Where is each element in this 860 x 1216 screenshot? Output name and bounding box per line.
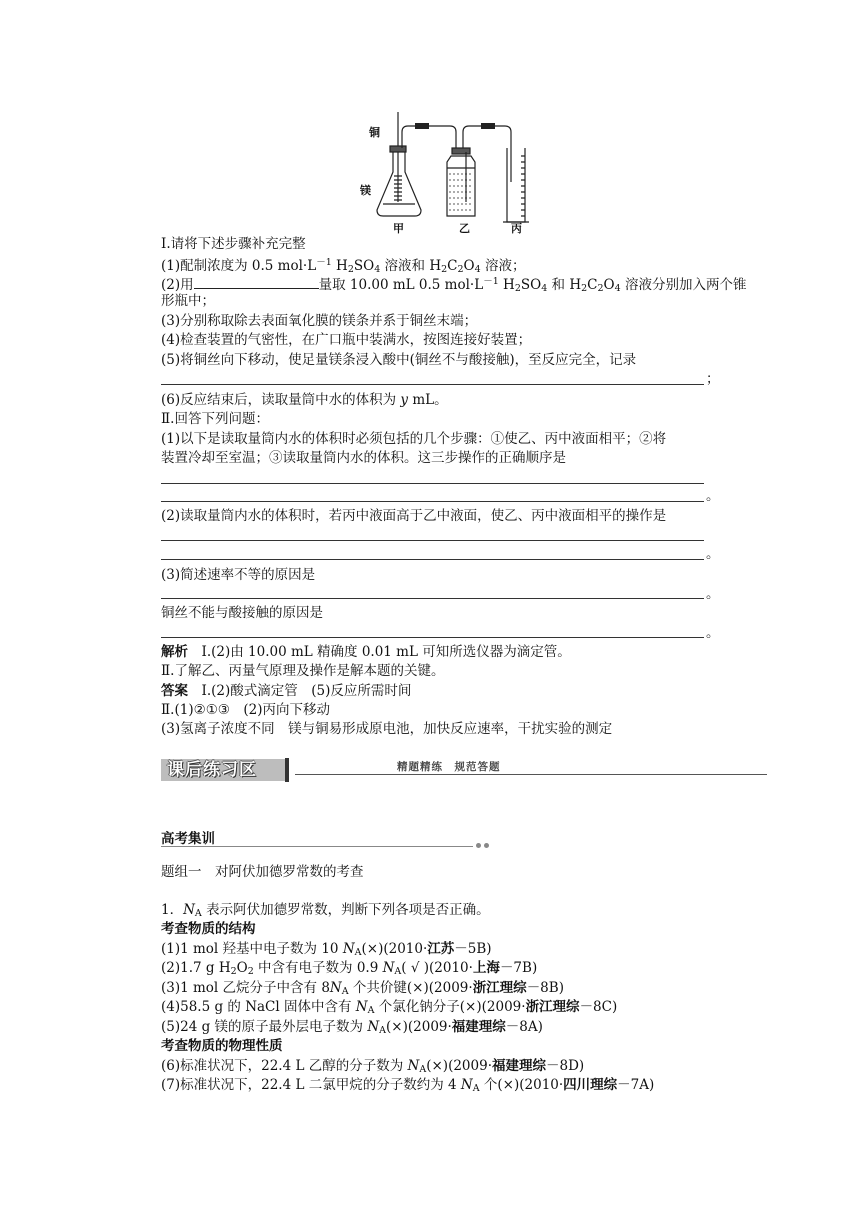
- item-7: (7)标准状况下，22.4 L 二氯甲烷的分子数约为 4 $N_A$ 个(×)(2010·四川理综－7A): [161, 1077, 655, 1094]
- answer-line1: 答案 Ⅰ.(2)酸式滴定管 (5)反应所需时间: [161, 683, 412, 699]
- banner-title: 课后练习区: [161, 759, 289, 781]
- item-2: (2)1.7 g $H_2O_2$ 中含有电子数为 0.9 $N_A$( √ )(2010·上海－7B): [161, 960, 538, 977]
- analysis-line1: 解析 Ⅰ.(2)由 10.00 mL 精确度 0.01 mL 可知所选仪器为滴定管。: [161, 644, 571, 660]
- step-2: (2)用 量取 10.00 mL 0.5 $mol\cdot L^{-1}$ $H_2SO_4$ 和 $H_2C_2O_4$ 溶液分别加入两个锥: [161, 276, 747, 294]
- step-2-cont: 形瓶中；: [161, 293, 215, 309]
- answer-line2: Ⅱ.(1)②①③ (2)丙向下移动: [161, 702, 331, 718]
- item-1: (1)1 mol 羟基中电子数为 10 $N_A(\times)(2010\cdot$江苏－5B): [161, 941, 492, 958]
- gaokao-underline: [161, 846, 473, 847]
- label-copper: 铜: [369, 126, 380, 139]
- q1-line1: (1)以下是读取量筒内水的体积时必须包括的几个步骤：①使乙、丙中液面相平；②将: [161, 431, 667, 447]
- item-6: (6)标准状况下，22.4 L 乙醇的分子数为 $N_A(\times)(2009\cdot$福建理综－8D): [161, 1058, 585, 1075]
- q2-end: 。: [706, 546, 720, 562]
- label-bing: 丙: [511, 222, 522, 235]
- q2-text: (2)读取量筒内水的体积时，若丙中液面高于乙中液面，使乙、丙中液面相平的操作是: [161, 508, 667, 524]
- section-structure: 考查物质的结构: [161, 921, 256, 937]
- banner-bar: [285, 758, 289, 782]
- blank-line: [161, 501, 704, 502]
- question-1: 1．$N_A$ 表示阿伏加德罗常数，判断下列各项是否正确。: [161, 902, 490, 919]
- question-group-title: 题组一 对阿伏加德罗常数的考查: [161, 864, 364, 880]
- item-5: (5)24 g 镁的原子最外层电子数为 $N_A(\times)(2009\cdot$福建理综－8A): [161, 1019, 543, 1036]
- step-6: (6)反应结束后，读取量筒中水的体积为 y mL。: [161, 392, 448, 408]
- blank-line: [161, 637, 704, 638]
- step-3: (3)分别称取除去表面氧化膜的镁条并系于铜丝末端；: [161, 313, 478, 329]
- step-4: (4)检查装置的气密性，在广口瓶中装满水，按图连接好装置；: [161, 332, 532, 348]
- item-4: (4)58.5 g 的 NaCl 固体中含有 $N_A$ 个氯化钠分子(×)(2009·浙江理综－8C): [161, 999, 618, 1016]
- banner-subtitle: 精题精练 规范答题: [397, 761, 501, 773]
- blank-line: [161, 559, 704, 560]
- blank-line: [161, 384, 704, 385]
- q3-end: 。: [706, 586, 720, 602]
- step-1: (1)配制浓度为 0.5 $mol\cdot L^{-1}$ $H_2SO_4$ 溶液和 $H_2C_2O_4$ 溶液；: [161, 257, 526, 275]
- q1-end: 。: [706, 488, 720, 504]
- part1-heading: Ⅰ.请将下述步骤补充完整: [161, 236, 306, 252]
- step-5-end: ；: [706, 371, 720, 387]
- blank-line: [161, 598, 704, 599]
- q3-text: (3)简述速率不等的原因是: [161, 567, 316, 583]
- analysis-line2: Ⅱ.了解乙、丙量气原理及操作是解本题的关键。: [161, 663, 445, 679]
- q1-line2: 装置冷却至室温；③读取量筒内水的体积。这三步操作的正确顺序是: [161, 450, 566, 466]
- dot-decoration: [476, 843, 481, 848]
- gaokao-title: 高考集训: [161, 831, 215, 847]
- blank-instrument: [194, 275, 319, 289]
- section-physical: 考查物质的物理性质: [161, 1038, 283, 1054]
- apparatus-figure: [355, 112, 545, 238]
- answer-label: 答案: [161, 683, 188, 699]
- label-yi: 乙: [459, 222, 470, 235]
- dot-decoration: [484, 843, 489, 848]
- part2-heading: Ⅱ.回答下列问题：: [161, 411, 269, 427]
- q4-text: 铜丝不能与酸接触的原因是: [161, 605, 323, 621]
- banner-line: [295, 774, 767, 775]
- label-jia: 甲: [393, 222, 404, 235]
- section-banner: [161, 758, 767, 784]
- answer-line3: (3)氢离子浓度不同 镁与铜易形成原电池，加快反应速率，干扰实验的测定: [161, 721, 613, 737]
- q4-end: 。: [706, 625, 720, 641]
- label-magnesium: 镁: [360, 184, 371, 197]
- analysis-label: 解析: [161, 644, 188, 660]
- blank-line: [161, 540, 704, 541]
- item-3: (3)1 mol 乙烷分子中含有 $8N_A$ 个共价键(×)(2009·浙江理综－8B): [161, 980, 564, 997]
- step-5: (5)将铜丝向下移动，使足量镁条浸入酸中(铜丝不与酸接触)，至反应完全，记录: [161, 352, 637, 368]
- blank-line: [161, 483, 704, 484]
